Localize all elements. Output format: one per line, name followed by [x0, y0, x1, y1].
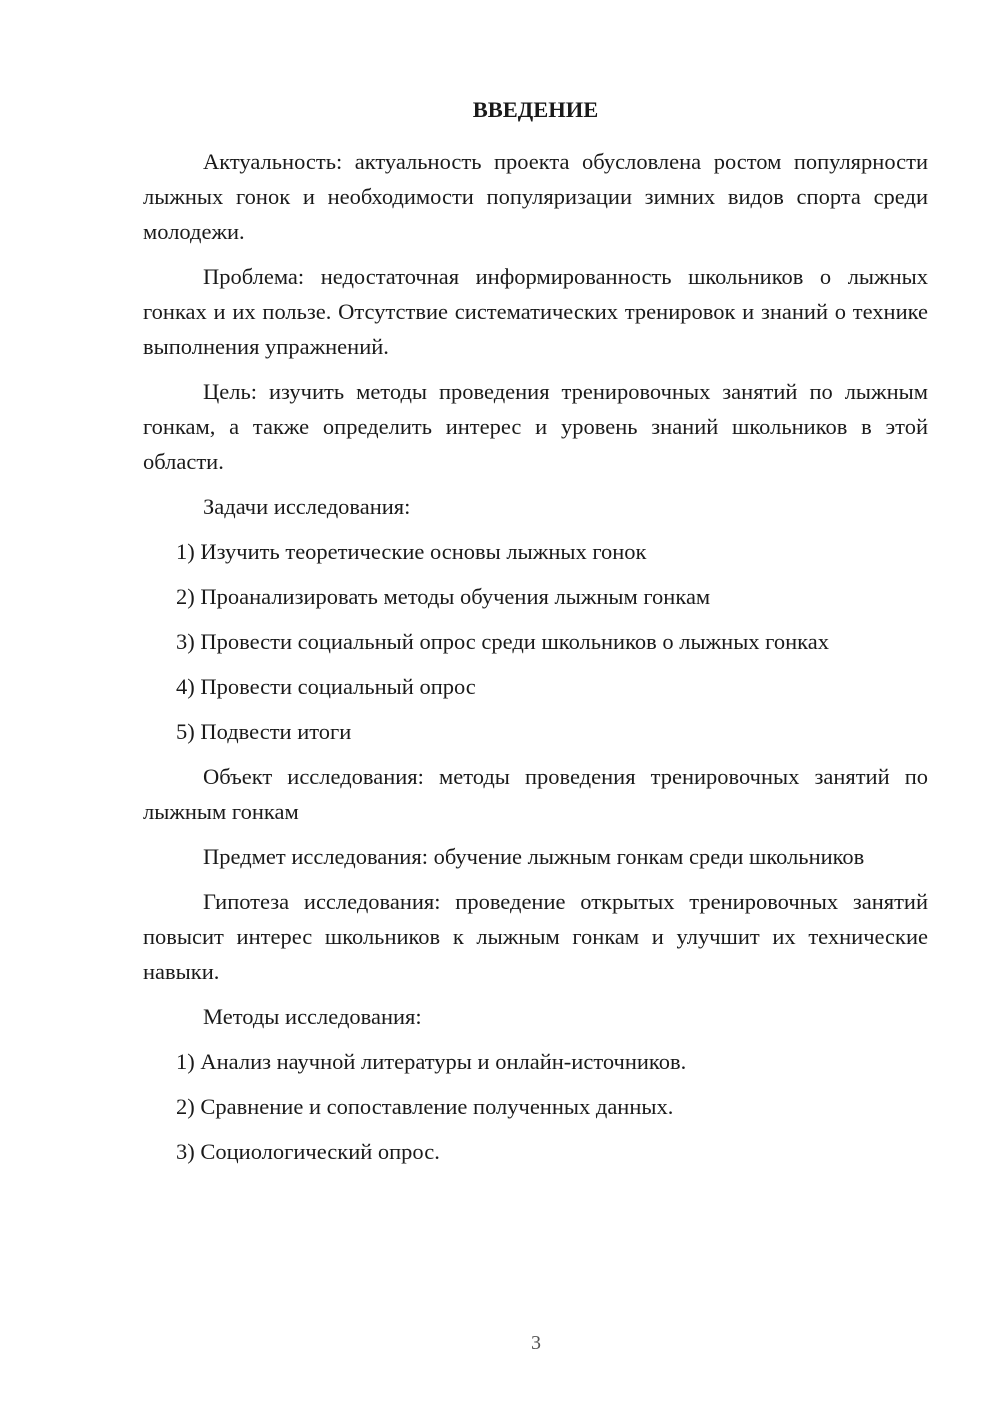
object-paragraph: Объект исследования: методы проведения тренировочных занятий по лыжным гонкам — [143, 764, 928, 824]
page-title: ВВЕДЕНИЕ — [472, 97, 599, 122]
list-item: 3) Социологический опрос. — [176, 1139, 440, 1164]
list-item: 3) Провести социальный опрос среди школьников о лыжных гонках — [176, 629, 829, 654]
problem-paragraph: Проблема: недостаточная информированность школьников о лыжных гонках и их пользе. Отсутствие систематических тренировок и знаний о технике выполнения упражнений. — [143, 264, 928, 359]
tasks-list — [143, 534, 928, 749]
methods-list — [143, 1044, 928, 1169]
hypothesis-paragraph: Гипотеза исследования: проведение открытых тренировочных занятий повысит интерес школьников к лыжным гонкам и улучшит их технические навыки. — [143, 889, 928, 984]
list-item: 4) Провести социальный опрос — [176, 674, 476, 699]
relevance-paragraph: Актуальность: актуальность проекта обусловлена ростом популярности лыжных гонок и необходимости популяризации зимних видов спорта среди молодежи. — [143, 149, 928, 244]
methods-heading: Методы исследования: — [203, 1004, 422, 1029]
subject-paragraph: Предмет исследования: обучение лыжным гонкам среди школьников — [203, 844, 865, 869]
list-item: 2) Проанализировать методы обучения лыжным гонкам — [176, 584, 711, 609]
tasks-heading: Задачи исследования: — [203, 494, 411, 519]
page-number: 3 — [531, 1332, 541, 1354]
document-page — [143, 92, 928, 1179]
goal-paragraph: Цель: изучить методы проведения тренировочных занятий по лыжным гонкам, а также определить интерес и уровень знаний школьников в этой области. — [143, 379, 928, 474]
list-item: 1) Анализ научной литературы и онлайн-источников. — [176, 1049, 687, 1074]
list-item: 2) Сравнение и сопоставление полученных данных. — [176, 1094, 674, 1119]
list-item: 5) Подвести итоги — [176, 719, 352, 744]
list-item: 1) Изучить теоретические основы лыжных гонок — [176, 539, 647, 564]
